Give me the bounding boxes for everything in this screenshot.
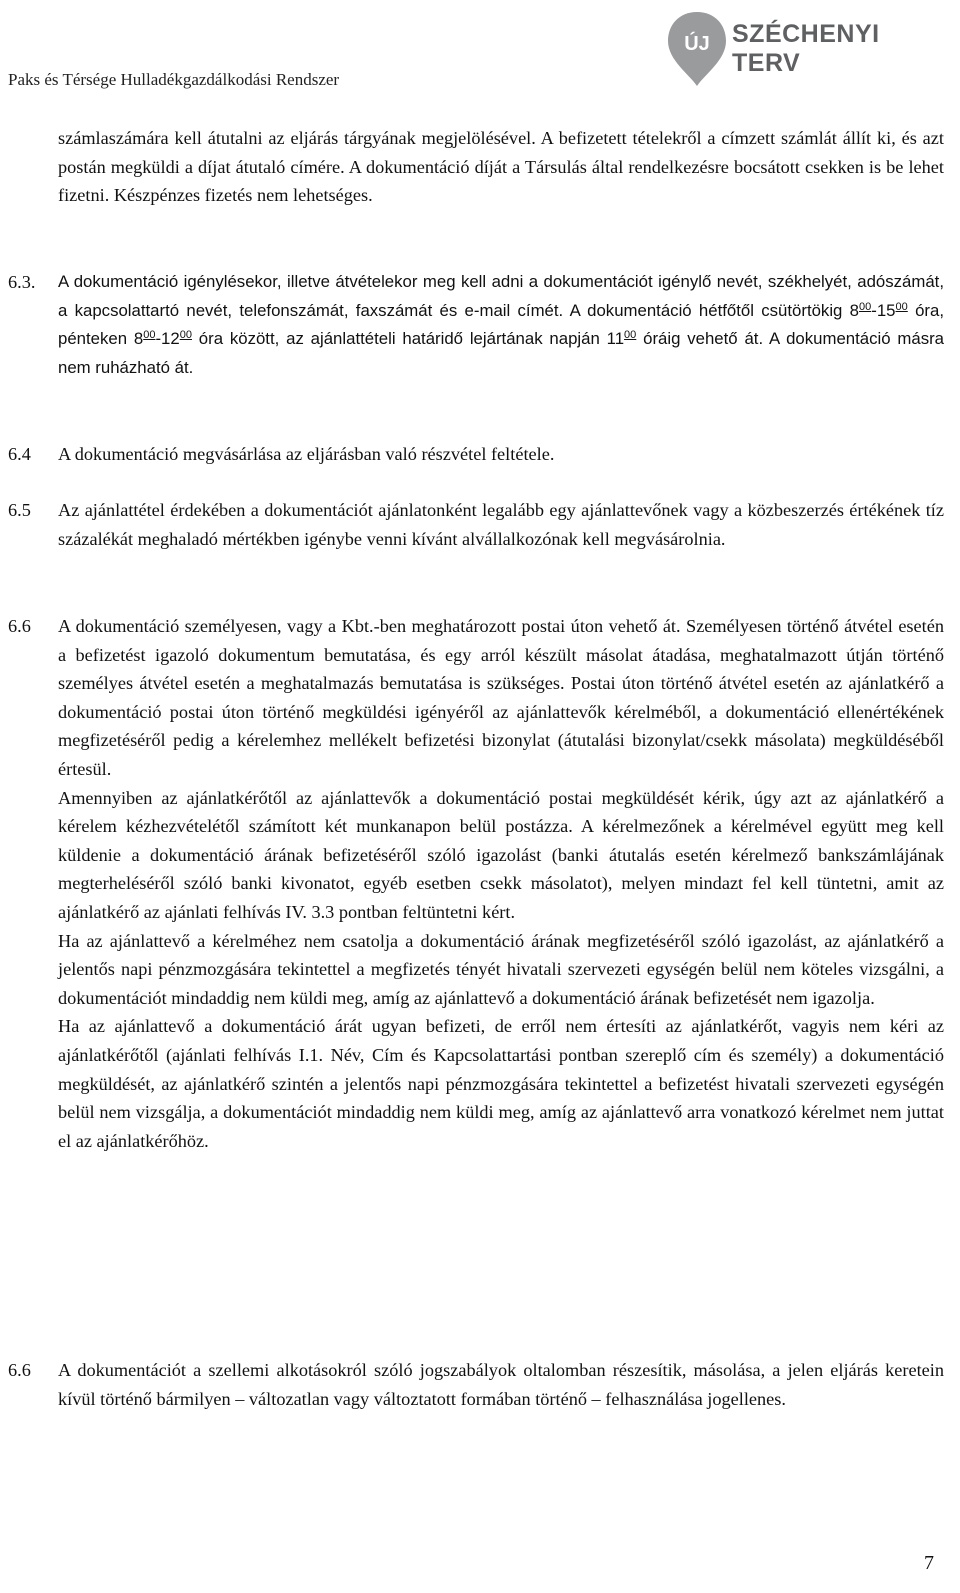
section-6-5 [8, 496, 944, 553]
szechenyi-terv-logo [662, 8, 952, 88]
section-paragraph: Ha az ajánlattevő a dokumentáció árát ugyan befizeti, de erről nem értesíti az ajánlatkérőt, vagyis nem kéri az ajánlatkérőtől (ajánlati felhívás I.1. Név, Cím és Kapcsolattartási pontban szereplő cím és személy) a dokumentáció megküldését, az ajánlatkérő szintén a jelentős napi pénzmozgására tekintettel a befizetést hivatali szervezeti egységén belül nem vizsgálja, a dokumentációt mindaddig nem küldi meg, amíg az ajánlattevő arra vonatkozó kérelmet nem juttat el az ajánlatkérőhöz. [58, 1016, 944, 1151]
section-text-b2: -15 [871, 300, 896, 320]
section-text: A dokumentációt a szellemi alkotásokról szóló jogszabályok oltalomban részesítik, másolása, a jelen eljárás keretein kívül történő bármilyen – változatlan vagy változtatott formában történő – felhasználása jogellenes. [58, 1360, 944, 1409]
section-6-3 [8, 268, 944, 382]
section-6-4 [8, 440, 944, 469]
section-6-6-delivery [8, 612, 944, 1155]
section-text [58, 612, 944, 1155]
superscript: 00 [143, 329, 156, 342]
section-paragraph: Ha az ajánlattevő a kérelméhez nem csatolja a dokumentáció árának megfizetéséről szóló igazolást, az ajánlatkérő a jelentős napi pénzmozgására tekintettel a megfizetés tényét hivatali szervezeti egységén belül nem köteles vizsgálni, a dokumentációt mindaddig nem küldi meg, amíg az ajánlattevő a dokumentáció árának befizetését nem igazolja. [58, 930, 944, 1008]
location-pin-logo-icon [662, 8, 732, 88]
section-number: 6.4 [8, 444, 31, 464]
section-paragraph: A dokumentáció személyesen, vagy a Kbt.-ben meghatározott postai úton vehető át. Személyesen történő átvétel esetén a befizetést igazoló dokumentum bemutatása, és egy arról készült másolat átadása, meghatalmazott útján történő személyes átvétel esetén a meghatalmazás bemutatása is szükséges. Postai úton történő átvétel esetén az ajánlatkérő a dokumentáció postai úton történő megküldési igényéről az ajánlattevők kérelméből, a dokumentáció ellenértékének megfizetéséről pedig a kérelemhez mellékelt befizetési bizonylat (átutalási bizonylat/csekk másolata) megküldéséből értesül. [58, 616, 944, 779]
section-paragraph: Amennyiben az ajánlatkérőtől az ajánlattevők a dokumentáció postai megküldését kérik, úgy azt az ajánlatkérő a kérelem kézhezvételétől számított két munkanapon belül postázza. A kérelmezőnek a kérelmével együtt meg kell küldenie a dokumentáció árának befizetéséről szóló igazolást (banki átutalás esetén kérelmező bankszámlájának megterheléséről szóló banki kivonatot, egyéb esetben csekk másolatot), melyen mindazt fel kell tüntetni, amit az ajánlatkérő az ajánlati felhívás IV. 3.3 pontban feltüntetni kért. [58, 787, 944, 922]
section-text-b3: óra, pénteken 8 [58, 300, 944, 349]
section-text-a: A dokumentáció igénylésekor, illetve átvételekor meg kell adni a dokumentációt igénylő nevét, székhelyét, adószámát, a kapcsolattartó nevét, telefonszámát, faxszámát és e-mail címét. [58, 272, 944, 320]
section-text: Az ajánlattétel érdekében a dokumentációt ajánlatonként legalább egy ajánlattevőnek vagy a közbeszerzés értékének tíz százalékát meghaladó mértékben igénybe venni kívánt alvállalkozónak kell megvásárolnia. [58, 500, 944, 549]
section-text: A dokumentáció megvásárlása az eljárásban való részvétel feltétele. [58, 444, 555, 464]
section-number: 6.5 [8, 500, 31, 520]
section-6-6-copyright [8, 1356, 944, 1413]
logo-pin-text: ÚJ [684, 33, 710, 55]
document-header-title: Paks és Térsége Hulladékgazdálkodási Rendszer [8, 70, 340, 89]
superscript: 00 [859, 300, 872, 313]
page-number: 7 [924, 1552, 934, 1574]
superscript: 00 [624, 329, 637, 342]
section-text-b1: A dokumentáció hétfőtől csütörtökig 8 [569, 300, 860, 320]
section-text-b4: -12 [155, 329, 180, 349]
section-text [58, 268, 944, 382]
section-text-b6: óráig vehető át. A dokumentáció másra nem ruházható át. [58, 329, 945, 377]
section-number: 6.6 [8, 1360, 31, 1380]
superscript: 00 [179, 329, 192, 342]
section-number: 6.3. [8, 272, 36, 292]
section-text-b5: óra között, az ajánlattételi határidő lejártának napján 11 [191, 329, 625, 349]
intro-paragraph: számlaszámára kell átutalni az eljárás tárgyának megjelölésével. A befizetett tételekről a címzett számlát állít ki, és azt postán megküldi a díjat átutaló címére. A dokumentáció díját a Társulás által rendelkezésre bocsátott csekken is be lehet fizetni. Készpénzes fizetés nem lehetséges. [58, 128, 944, 206]
section-number: 6.6 [8, 616, 31, 636]
superscript: 00 [895, 300, 908, 313]
logo-text: SZÉCHENYI TERV [732, 20, 880, 77]
